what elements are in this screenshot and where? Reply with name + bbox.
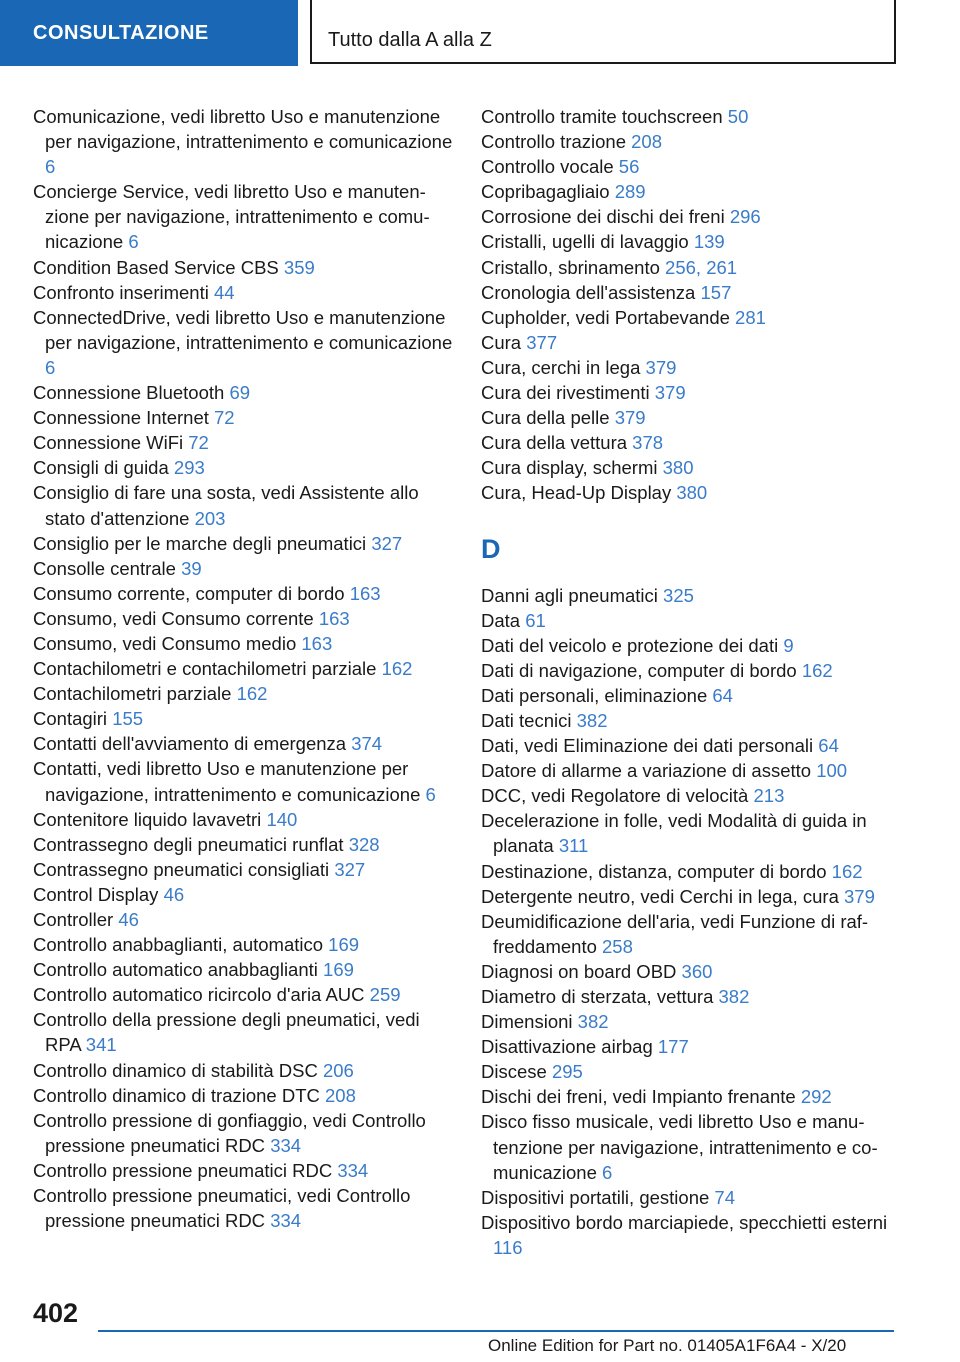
entry-page-link[interactable]: 379 bbox=[844, 885, 875, 907]
entry-page-link[interactable]: 258 bbox=[602, 935, 633, 957]
index-entry bbox=[33, 1007, 453, 1057]
entry-page-link[interactable]: 293 bbox=[173, 457, 205, 479]
entry-term: Dischi dei freni, vedi Impianto frenante bbox=[481, 1086, 796, 1108]
entry-term: Discese bbox=[481, 1061, 547, 1083]
entry-term: Cura display, schermi bbox=[481, 457, 658, 479]
index-entry bbox=[33, 907, 453, 932]
entry-page-link[interactable]: 289 bbox=[614, 181, 646, 203]
entry-page-link[interactable]: 213 bbox=[753, 785, 785, 807]
entry-page-link[interactable]: 328 bbox=[348, 833, 380, 855]
entry-page-link[interactable]: 50 bbox=[727, 106, 749, 127]
index-entry bbox=[33, 581, 453, 606]
index-entry bbox=[481, 733, 901, 758]
entry-page-link[interactable]: 64 bbox=[712, 684, 733, 706]
entry-term: Consolle centrale bbox=[33, 557, 176, 579]
entry-page-link[interactable]: 72 bbox=[188, 432, 209, 454]
entry-page-link[interactable]: 259 bbox=[369, 984, 401, 1006]
index-column-right bbox=[481, 104, 901, 1260]
entry-term: Dati personali, eliminazione bbox=[481, 684, 708, 706]
footer-edition: Online Edition for Part no. 01405A1F6A4 - X/20 bbox=[488, 1336, 847, 1355]
index-entry bbox=[33, 430, 453, 455]
index-entry bbox=[481, 859, 901, 884]
entry-page-link[interactable]: 74 bbox=[714, 1186, 735, 1208]
entry-term: Connessione WiFi bbox=[33, 432, 184, 454]
index-entry bbox=[33, 531, 453, 556]
entry-term: Consiglio per le marche degli pneumatici bbox=[33, 532, 367, 554]
entry-page-link[interactable]: 6 bbox=[45, 156, 56, 178]
index-entry bbox=[481, 1210, 901, 1260]
index-entry bbox=[33, 932, 453, 957]
index-entry bbox=[481, 355, 901, 380]
entry-page-link[interactable]: 382 bbox=[718, 986, 750, 1007]
index-entry bbox=[33, 957, 453, 982]
entry-term: Cristalli, ugelli di lavaggio bbox=[481, 231, 689, 253]
entry-page-link[interactable]: 206 bbox=[322, 1059, 354, 1081]
index-entry bbox=[481, 1009, 901, 1034]
entry-page-link[interactable]: 359 bbox=[283, 256, 315, 278]
index-entry bbox=[481, 808, 901, 858]
entry-term: Cura della vettura bbox=[481, 432, 628, 454]
entry-term: Dati di navigazione, computer di bordo bbox=[481, 659, 797, 681]
entry-term: Dati tecnici bbox=[481, 709, 572, 731]
entry-page-link[interactable]: 116 bbox=[493, 1236, 523, 1258]
index-column-left bbox=[33, 104, 453, 1233]
entry-term: Confronto inserimenti bbox=[33, 281, 209, 303]
index-entry bbox=[481, 154, 901, 179]
entry-term: Cura bbox=[481, 331, 522, 353]
index-entry bbox=[481, 330, 901, 355]
entry-term: Consigli di guida bbox=[33, 457, 169, 479]
entry-page-link[interactable]: 281 bbox=[735, 306, 766, 328]
entry-term: Controllo della pressione degli pneumatici, vedi RPA bbox=[33, 1009, 420, 1056]
index-entry bbox=[481, 480, 901, 505]
entry-term: Cristallo, sbrinamento bbox=[481, 256, 660, 278]
index-entry bbox=[481, 455, 901, 480]
index-group-c bbox=[481, 104, 901, 506]
entry-term: Controllo vocale bbox=[481, 156, 614, 178]
entry-term: Contrassegno degli pneumatici runflat bbox=[33, 833, 344, 855]
entry-term: Consumo, vedi Consumo medio bbox=[33, 632, 297, 654]
entry-page-link[interactable]: 163 bbox=[349, 582, 381, 604]
entry-page-link[interactable]: 311 bbox=[558, 835, 589, 857]
entry-page-link[interactable]: 44 bbox=[213, 281, 235, 303]
entry-term: Connessione Bluetooth bbox=[33, 382, 225, 404]
index-entry bbox=[33, 380, 453, 405]
entry-term: Control Display bbox=[33, 883, 159, 905]
index-entry bbox=[481, 909, 901, 959]
entry-term: Cura, Head-Up Display bbox=[481, 482, 672, 504]
index-entry bbox=[33, 756, 453, 806]
entry-page-link[interactable]: 378 bbox=[632, 432, 664, 454]
entry-term: Dati, vedi Eliminazione dei dati personali bbox=[481, 735, 814, 757]
index-entry bbox=[33, 706, 453, 731]
entry-term: Controllo pressione di gonfiaggio, vedi Controllo pressione pneumatici RDC bbox=[33, 1109, 426, 1156]
entry-term: Contachilometri e contachilometri parziale bbox=[33, 658, 377, 680]
entry-term: Cura della pelle bbox=[481, 407, 610, 429]
entry-term: Controllo anabbaglianti, automatico bbox=[33, 934, 324, 956]
entry-term: Controllo automatico anabbaglianti bbox=[33, 959, 318, 981]
entry-page-link[interactable]: 296 bbox=[729, 206, 761, 228]
index-entry bbox=[33, 1058, 453, 1083]
entry-term: Contatti dell'avviamento di emergenza bbox=[33, 733, 347, 755]
entry-term: Dispositivi portatili, gestione bbox=[481, 1186, 710, 1208]
entry-page-link[interactable]: 379 bbox=[645, 356, 677, 378]
entry-term: Controllo trazione bbox=[481, 131, 626, 153]
entry-term: Dati del veicolo e protezione dei dati bbox=[481, 634, 779, 656]
entry-term: Controllo automatico ricircolo d'aria AUC bbox=[33, 984, 365, 1006]
entry-page-link[interactable]: 139 bbox=[693, 231, 725, 253]
entry-page-link[interactable]: 380 bbox=[662, 457, 694, 479]
entry-term: Contrassegno pneumatici consigliati bbox=[33, 858, 330, 880]
index-entry bbox=[33, 455, 453, 480]
entry-term: Diagnosi on board OBD bbox=[481, 960, 677, 982]
index-entry bbox=[33, 982, 453, 1007]
index-entry bbox=[481, 884, 901, 909]
entry-page-link[interactable]: 64 bbox=[818, 735, 839, 757]
entry-page-link[interactable]: 140 bbox=[266, 808, 298, 830]
index-entry bbox=[33, 631, 453, 656]
entry-term: Contatti, vedi libretto Uso e manutenzione per navigazione, intrattenimento e comunicazione bbox=[33, 758, 421, 805]
entry-page-link[interactable]: 379 bbox=[654, 382, 686, 404]
index-entry bbox=[481, 1185, 901, 1210]
entry-page-link[interactable]: 377 bbox=[526, 331, 558, 353]
entry-page-link[interactable]: 157 bbox=[700, 281, 732, 303]
entry-term: Data bbox=[481, 609, 521, 631]
entry-page-link[interactable]: 380 bbox=[676, 482, 708, 504]
entry-term: Decelerazione in folle, vedi Modalità di guida in planata bbox=[481, 810, 867, 857]
entry-page-link[interactable]: 72 bbox=[214, 407, 235, 429]
index-entry bbox=[481, 305, 901, 330]
index-entry bbox=[33, 104, 453, 179]
index-entry bbox=[33, 280, 453, 305]
entry-page-link[interactable]: 6 bbox=[425, 783, 436, 805]
entry-term: Controllo tramite touchscreen bbox=[481, 106, 723, 127]
entry-page-link[interactable]: 169 bbox=[323, 959, 354, 981]
entry-page-link[interactable]: 203 bbox=[194, 507, 226, 529]
entry-term: Contenitore liquido lavavetri bbox=[33, 808, 262, 830]
entry-term: Destinazione, distanza, computer di bordo bbox=[481, 860, 827, 882]
entry-term: Dispositivo bordo marciapiede, specchietti esterni bbox=[481, 1211, 888, 1233]
page-header bbox=[0, 0, 960, 66]
entry-page-link[interactable]: 341 bbox=[85, 1034, 117, 1056]
index-entry bbox=[481, 405, 901, 430]
index-entry bbox=[33, 480, 453, 530]
entry-page-link[interactable]: 46 bbox=[163, 883, 185, 905]
entry-term: Condition Based Service CBS bbox=[33, 256, 279, 278]
entry-page-link[interactable]: 208 bbox=[325, 1084, 356, 1106]
entry-term: Connessione Internet bbox=[33, 407, 209, 429]
index-entry bbox=[481, 1034, 901, 1059]
entry-page-link[interactable]: 56 bbox=[618, 156, 640, 178]
index-entry bbox=[33, 606, 453, 631]
entry-page-link[interactable]: 69 bbox=[229, 382, 251, 404]
index-entry bbox=[481, 1059, 901, 1084]
entry-term: Cronologia dell'assistenza bbox=[481, 281, 696, 303]
index-entry bbox=[481, 984, 901, 1009]
entry-term: Contachilometri parziale bbox=[33, 683, 232, 705]
entry-page-link[interactable]: 9 bbox=[783, 634, 794, 656]
entry-page-link[interactable]: 177 bbox=[657, 1036, 689, 1058]
index-entry bbox=[481, 708, 901, 733]
entry-term: Deumidificazione dell'aria, vedi Funzione di raffreddamento bbox=[481, 910, 869, 957]
index-entry bbox=[33, 1158, 453, 1183]
entry-page-link[interactable]: 208 bbox=[631, 131, 663, 153]
index-group-d bbox=[481, 583, 901, 1261]
entry-page-link[interactable]: 162 bbox=[801, 659, 833, 681]
entry-term: DCC, vedi Regolatore di velocità bbox=[481, 785, 749, 807]
entry-term: Consumo, vedi Consumo corrente bbox=[33, 607, 314, 629]
entry-page-link[interactable]: 162 bbox=[831, 860, 863, 882]
entry-page-link[interactable]: 327 bbox=[371, 532, 403, 554]
entry-term: Detergente neutro, vedi Cerchi in lega, cura bbox=[481, 885, 839, 907]
entry-page-link[interactable]: 360 bbox=[681, 960, 713, 982]
entry-page-link[interactable]: 155 bbox=[112, 708, 144, 730]
entry-term: Controller bbox=[33, 909, 114, 930]
entry-term: Datore di allarme a variazione di assetto bbox=[481, 760, 812, 782]
index-entry bbox=[481, 683, 901, 708]
entry-page-link[interactable]: 162 bbox=[236, 683, 268, 705]
section-letter: D bbox=[481, 533, 501, 564]
index-entry bbox=[481, 179, 901, 204]
entry-term: Consiglio di fare una sosta, vedi Assistente allo stato d'attenzione bbox=[33, 482, 419, 529]
index-entry bbox=[481, 608, 901, 633]
entry-term: Controllo dinamico di trazione DTC bbox=[33, 1084, 320, 1106]
entry-page-link[interactable]: 39 bbox=[181, 557, 202, 579]
footer-divider bbox=[98, 1330, 894, 1332]
entry-page-link[interactable]: 61 bbox=[525, 609, 546, 631]
index-entry bbox=[33, 1083, 453, 1108]
index-entry bbox=[33, 405, 453, 430]
index-entry bbox=[33, 1108, 453, 1158]
entry-page-link[interactable]: 6 bbox=[128, 231, 139, 253]
index-entry bbox=[481, 1084, 901, 1109]
index-entry bbox=[33, 656, 453, 681]
entry-page-link[interactable]: 163 bbox=[301, 632, 333, 654]
entry-page-link[interactable]: 334 bbox=[270, 1210, 302, 1232]
index-entry bbox=[481, 104, 901, 129]
entry-page-link[interactable]: 382 bbox=[577, 1011, 609, 1033]
entry-page-link[interactable]: 163 bbox=[318, 607, 350, 629]
index-entry bbox=[33, 556, 453, 581]
entry-page-link[interactable]: 162 bbox=[381, 658, 413, 680]
index-entry bbox=[33, 681, 453, 706]
index-entry bbox=[481, 229, 901, 254]
index-entry bbox=[481, 280, 901, 305]
index-entry bbox=[33, 832, 453, 857]
entry-term: ConnectedDrive, vedi libretto Uso e manutenzione per navigazione, intrattenimento e comunicazione bbox=[33, 306, 453, 353]
index-entry bbox=[481, 204, 901, 229]
entry-page-link[interactable]: 382 bbox=[576, 709, 608, 731]
index-entry bbox=[33, 857, 453, 882]
index-entry bbox=[33, 255, 453, 280]
index-entry bbox=[33, 882, 453, 907]
page-number: 402 bbox=[33, 1298, 79, 1328]
entry-term: Danni agli pneumatici bbox=[481, 584, 658, 606]
index-entry bbox=[481, 583, 901, 608]
entry-term: Controllo dinamico di stabilità DSC bbox=[33, 1059, 318, 1081]
entry-term: Diametro di sterzata, vettura bbox=[481, 986, 714, 1007]
index-entry bbox=[481, 380, 901, 405]
entry-page-link[interactable]: 325 bbox=[663, 584, 694, 606]
entry-page-link[interactable]: 327 bbox=[334, 858, 366, 880]
index-entry bbox=[33, 807, 453, 832]
entry-page-link[interactable]: 334 bbox=[270, 1134, 302, 1156]
section-tab: CONSULTAZIONE bbox=[0, 0, 298, 66]
entry-page-link[interactable]: 256, 261 bbox=[665, 256, 738, 278]
entry-term: Corrosione dei dischi dei freni bbox=[481, 206, 725, 228]
entry-page-link[interactable]: 100 bbox=[816, 760, 848, 782]
entry-term: Controllo pressione pneumatici, vedi Controllo pressione pneumatici RDC bbox=[33, 1185, 411, 1232]
index-entry bbox=[481, 129, 901, 154]
entry-page-link[interactable]: 6 bbox=[602, 1161, 613, 1183]
entry-term: Cura, cerchi in lega bbox=[481, 356, 641, 378]
entry-page-link[interactable]: 334 bbox=[337, 1159, 369, 1181]
index-entry bbox=[481, 430, 901, 455]
entry-term: Controllo pressione pneumatici RDC bbox=[33, 1159, 333, 1181]
entry-term: Cura dei rivestimenti bbox=[481, 382, 650, 404]
entry-term: Disattivazione airbag bbox=[481, 1036, 653, 1058]
entry-term: Contagiri bbox=[33, 708, 108, 730]
index-entry bbox=[33, 305, 453, 380]
entry-term: Concierge Service, vedi libretto Uso e manutenzione per navigazione, intrattenimento e comunicazione bbox=[33, 181, 430, 253]
index-entry bbox=[33, 731, 453, 756]
entry-page-link[interactable]: 46 bbox=[118, 909, 139, 930]
entry-page-link[interactable]: 379 bbox=[614, 407, 646, 429]
entry-page-link[interactable]: 169 bbox=[328, 934, 360, 956]
index-entry bbox=[481, 758, 901, 783]
chapter-title: Tutto dalla A alla Z bbox=[310, 0, 896, 64]
index-entry bbox=[33, 179, 453, 254]
index-entry bbox=[33, 1183, 453, 1233]
index-entry bbox=[481, 255, 901, 280]
entry-page-link[interactable]: 6 bbox=[45, 356, 56, 378]
index-entry bbox=[481, 783, 901, 808]
entry-term: Dimensioni bbox=[481, 1011, 573, 1033]
entry-page-link[interactable]: 292 bbox=[800, 1086, 832, 1108]
entry-term: Comunicazione, vedi libretto Uso e manutenzione per navigazione, intrattenimento e comunicazione bbox=[33, 106, 453, 153]
entry-page-link[interactable]: 295 bbox=[551, 1061, 583, 1083]
index-entry bbox=[481, 633, 901, 658]
index-entry bbox=[481, 959, 901, 984]
entry-term: Consumo corrente, computer di bordo bbox=[33, 582, 345, 604]
index-entry bbox=[481, 658, 901, 683]
entry-term: Copribagagliaio bbox=[481, 181, 610, 203]
entry-term: Disco fisso musicale, vedi libretto Uso e manutenzione per navigazione, intrattenimento e comunicazione bbox=[481, 1111, 878, 1183]
entry-page-link[interactable]: 374 bbox=[351, 733, 383, 755]
entry-term: Cupholder, vedi Portabevande bbox=[481, 306, 730, 328]
index-entry bbox=[481, 1109, 901, 1184]
